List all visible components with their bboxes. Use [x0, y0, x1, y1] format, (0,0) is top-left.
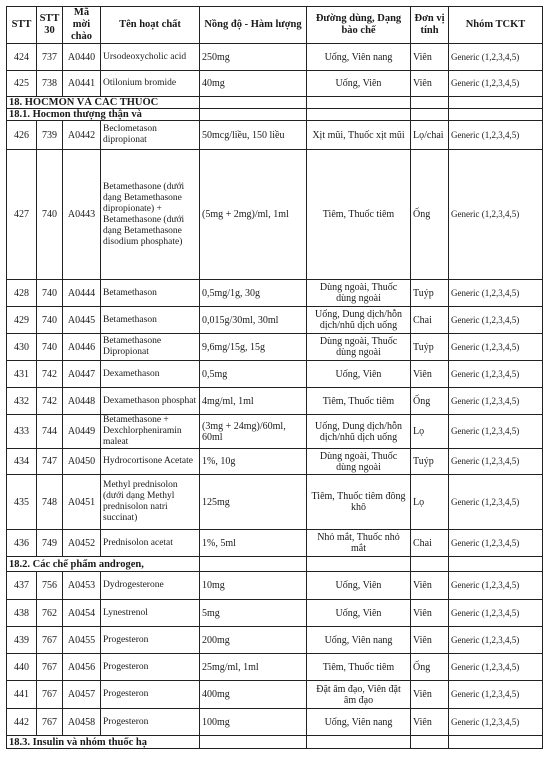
empty-cell — [411, 557, 449, 572]
group-cell: Generic (1,2,3,4,5) — [449, 600, 543, 627]
table-row — [7, 709, 543, 736]
code-cell: A0455 — [63, 627, 101, 654]
code-cell: A0443 — [63, 150, 101, 280]
empty-cell — [307, 557, 411, 572]
empty-cell — [449, 109, 543, 121]
header-name: Tên hoạt chất — [101, 7, 200, 44]
section-title: 18. HOCMON VÀ CÁC THUỐC — [7, 97, 200, 109]
route-cell: Uống, Viên — [307, 71, 411, 97]
unit-cell: Viên — [411, 681, 449, 709]
group-cell: Generic (1,2,3,4,5) — [449, 530, 543, 557]
drug-name-cell: Lynestrenol — [101, 600, 200, 627]
table-row — [7, 361, 543, 388]
stt-cell: 441 — [7, 681, 37, 709]
group-cell: Generic (1,2,3,4,5) — [449, 388, 543, 415]
group-cell: Generic (1,2,3,4,5) — [449, 121, 543, 150]
drug-name-cell: Dydrogesterone — [101, 572, 200, 600]
table-row — [7, 449, 543, 475]
table-header-row — [7, 7, 543, 44]
empty-cell — [307, 97, 411, 109]
drug-name-cell: Progesteron — [101, 627, 200, 654]
group-cell: Generic (1,2,3,4,5) — [449, 361, 543, 388]
table-row — [7, 150, 543, 280]
section-title: 18.2. Các chế phẩm androgen, — [7, 557, 200, 572]
strength-cell: 200mg — [200, 627, 307, 654]
drug-name-cell: Betamethason — [101, 307, 200, 334]
route-cell: Uống, Viên — [307, 361, 411, 388]
stt30-cell: 740 — [37, 150, 63, 280]
code-cell: A0453 — [63, 572, 101, 600]
drug-name-cell: Progesteron — [101, 681, 200, 709]
unit-cell: Chai — [411, 530, 449, 557]
drug-name-cell: Betamethason — [101, 280, 200, 307]
stt-cell: 435 — [7, 475, 37, 530]
strength-cell: 250mg — [200, 44, 307, 71]
section-title: 18.1. Hocmon thượng thận và — [7, 109, 200, 121]
group-cell: Generic (1,2,3,4,5) — [449, 654, 543, 681]
stt-cell: 437 — [7, 572, 37, 600]
strength-cell: (3mg + 24mg)/60ml, 60ml — [200, 415, 307, 449]
section-row — [7, 736, 543, 749]
code-cell: A0457 — [63, 681, 101, 709]
table-row — [7, 627, 543, 654]
stt30-cell: 742 — [37, 388, 63, 415]
group-cell: Generic (1,2,3,4,5) — [449, 449, 543, 475]
group-cell: Generic (1,2,3,4,5) — [449, 307, 543, 334]
route-cell: Uống, Viên nang — [307, 44, 411, 71]
strength-cell: 40mg — [200, 71, 307, 97]
route-cell: Tiêm, Thuốc tiêm — [307, 388, 411, 415]
header-stt: STT — [7, 7, 37, 44]
strength-cell: 125mg — [200, 475, 307, 530]
stt30-cell: 767 — [37, 627, 63, 654]
drug-name-cell: Ursodeoxycholic acid — [101, 44, 200, 71]
stt-cell: 428 — [7, 280, 37, 307]
table-row — [7, 415, 543, 449]
section-row — [7, 97, 543, 109]
stt-cell: 424 — [7, 44, 37, 71]
code-cell: A0449 — [63, 415, 101, 449]
section-title: 18.3. Insulin và nhóm thuốc hạ — [7, 736, 200, 749]
group-cell: Generic (1,2,3,4,5) — [449, 415, 543, 449]
stt30-cell: 767 — [37, 709, 63, 736]
empty-cell — [449, 736, 543, 749]
table-body — [7, 44, 543, 749]
stt-cell: 434 — [7, 449, 37, 475]
stt30-cell: 740 — [37, 307, 63, 334]
table-row — [7, 475, 543, 530]
table-row — [7, 600, 543, 627]
table-row — [7, 388, 543, 415]
strength-cell: 4mg/ml, 1ml — [200, 388, 307, 415]
stt-cell: 442 — [7, 709, 37, 736]
group-cell: Generic (1,2,3,4,5) — [449, 71, 543, 97]
strength-cell: 1%, 5ml — [200, 530, 307, 557]
route-cell: Uống, Dung dịch/hỗn dịch/nhũ dịch uống — [307, 307, 411, 334]
code-cell: A0444 — [63, 280, 101, 307]
strength-cell: 5mg — [200, 600, 307, 627]
empty-cell — [307, 736, 411, 749]
table-row — [7, 44, 543, 71]
unit-cell: Viên — [411, 709, 449, 736]
empty-cell — [200, 97, 307, 109]
stt-cell: 426 — [7, 121, 37, 150]
stt-cell: 431 — [7, 361, 37, 388]
empty-cell — [449, 557, 543, 572]
code-cell: A0454 — [63, 600, 101, 627]
drug-name-cell: Hydrocortisone Acetate — [101, 449, 200, 475]
group-cell: Generic (1,2,3,4,5) — [449, 280, 543, 307]
drug-name-cell: Prednisolon acetat — [101, 530, 200, 557]
empty-cell — [411, 109, 449, 121]
drug-name-cell: Dexamethason phosphat — [101, 388, 200, 415]
header-stt30: STT 30 — [37, 7, 63, 44]
stt-cell: 438 — [7, 600, 37, 627]
code-cell: A0456 — [63, 654, 101, 681]
strength-cell: 0,5mg — [200, 361, 307, 388]
strength-cell: 100mg — [200, 709, 307, 736]
unit-cell: Viên — [411, 44, 449, 71]
stt30-cell: 740 — [37, 280, 63, 307]
unit-cell: Lọ — [411, 475, 449, 530]
code-cell: A0448 — [63, 388, 101, 415]
header-code: Mã mời chào — [63, 7, 101, 44]
route-cell: Xịt mũi, Thuốc xịt mũi — [307, 121, 411, 150]
unit-cell: Tuýp — [411, 334, 449, 361]
route-cell: Uống, Viên nang — [307, 627, 411, 654]
code-cell: A0441 — [63, 71, 101, 97]
header-unit: Đơn vị tính — [411, 7, 449, 44]
header-strength: Nồng độ - Hàm lượng — [200, 7, 307, 44]
unit-cell: Ống — [411, 388, 449, 415]
unit-cell: Viên — [411, 572, 449, 600]
strength-cell: (5mg + 2mg)/ml, 1ml — [200, 150, 307, 280]
drug-name-cell: Betamethasone Dipropionat — [101, 334, 200, 361]
unit-cell: Viên — [411, 600, 449, 627]
stt30-cell: 747 — [37, 449, 63, 475]
stt30-cell: 744 — [37, 415, 63, 449]
stt-cell: 432 — [7, 388, 37, 415]
stt-cell: 430 — [7, 334, 37, 361]
stt-cell: 429 — [7, 307, 37, 334]
empty-cell — [200, 736, 307, 749]
table-row — [7, 334, 543, 361]
table-row — [7, 654, 543, 681]
table-row — [7, 307, 543, 334]
group-cell: Generic (1,2,3,4,5) — [449, 334, 543, 361]
route-cell: Dùng ngoài, Thuốc dùng ngoài — [307, 280, 411, 307]
drug-list-table — [6, 6, 543, 749]
drug-name-cell: Progesteron — [101, 654, 200, 681]
stt30-cell: 749 — [37, 530, 63, 557]
drug-name-cell: Dexamethason — [101, 361, 200, 388]
strength-cell: 400mg — [200, 681, 307, 709]
drug-name-cell: Beclometason dipropionat — [101, 121, 200, 150]
stt30-cell: 738 — [37, 71, 63, 97]
route-cell: Tiêm, Thuốc tiêm — [307, 654, 411, 681]
stt30-cell: 737 — [37, 44, 63, 71]
table-row — [7, 681, 543, 709]
stt30-cell: 748 — [37, 475, 63, 530]
strength-cell: 50mcg/liều, 150 liều — [200, 121, 307, 150]
code-cell: A0442 — [63, 121, 101, 150]
table-row — [7, 572, 543, 600]
header-group: Nhóm TCKT — [449, 7, 543, 44]
code-cell: A0451 — [63, 475, 101, 530]
unit-cell: Chai — [411, 307, 449, 334]
drug-name-cell: Otilonium bromide — [101, 71, 200, 97]
stt-cell: 425 — [7, 71, 37, 97]
header-route: Đường dùng, Dạng bào chế — [307, 7, 411, 44]
route-cell: Tiêm, Thuốc tiêm — [307, 150, 411, 280]
stt30-cell: 756 — [37, 572, 63, 600]
table-row — [7, 280, 543, 307]
drug-name-cell: Betamethasone + Dexchlorpheniramin maleat — [101, 415, 200, 449]
empty-cell — [307, 109, 411, 121]
empty-cell — [449, 97, 543, 109]
stt-cell: 433 — [7, 415, 37, 449]
route-cell: Dùng ngoài, Thuốc dùng ngoài — [307, 334, 411, 361]
stt-cell: 439 — [7, 627, 37, 654]
empty-cell — [200, 557, 307, 572]
strength-cell: 10mg — [200, 572, 307, 600]
route-cell: Uống, Dung dịch/hỗn dịch/nhũ dịch uống — [307, 415, 411, 449]
stt30-cell: 739 — [37, 121, 63, 150]
code-cell: A0450 — [63, 449, 101, 475]
route-cell: Dùng ngoài, Thuốc dùng ngoài — [307, 449, 411, 475]
unit-cell: Viên — [411, 627, 449, 654]
unit-cell: Viên — [411, 361, 449, 388]
unit-cell: Lọ — [411, 415, 449, 449]
group-cell: Generic (1,2,3,4,5) — [449, 44, 543, 71]
drug-name-cell: Methyl prednisolon (dưới dạng Methyl prednisolon natri succinat) — [101, 475, 200, 530]
code-cell: A0446 — [63, 334, 101, 361]
route-cell: Tiêm, Thuốc tiêm đông khô — [307, 475, 411, 530]
unit-cell: Tuýp — [411, 280, 449, 307]
stt-cell: 427 — [7, 150, 37, 280]
table-row — [7, 530, 543, 557]
code-cell: A0458 — [63, 709, 101, 736]
unit-cell: Ống — [411, 150, 449, 280]
stt30-cell: 740 — [37, 334, 63, 361]
group-cell: Generic (1,2,3,4,5) — [449, 475, 543, 530]
code-cell: A0440 — [63, 44, 101, 71]
group-cell: Generic (1,2,3,4,5) — [449, 709, 543, 736]
stt30-cell: 762 — [37, 600, 63, 627]
code-cell: A0445 — [63, 307, 101, 334]
stt30-cell: 767 — [37, 681, 63, 709]
empty-cell — [411, 736, 449, 749]
empty-cell — [200, 109, 307, 121]
route-cell: Nhỏ mắt, Thuốc nhỏ mắt — [307, 530, 411, 557]
route-cell: Uống, Viên — [307, 600, 411, 627]
unit-cell: Lọ/chai — [411, 121, 449, 150]
unit-cell: Tuýp — [411, 449, 449, 475]
stt-cell: 440 — [7, 654, 37, 681]
unit-cell: Viên — [411, 71, 449, 97]
table-row — [7, 121, 543, 150]
strength-cell: 0,015g/30ml, 30ml — [200, 307, 307, 334]
stt30-cell: 767 — [37, 654, 63, 681]
strength-cell: 0,5mg/1g, 30g — [200, 280, 307, 307]
drug-name-cell: Betamethasone (dưới dạng Betamethasone dipropionate) + Betamethasone (dưới dạng Betamethasone disodium phosphate) — [101, 150, 200, 280]
section-row — [7, 109, 543, 121]
route-cell: Đặt âm đạo, Viên đặt âm đạo — [307, 681, 411, 709]
code-cell: A0447 — [63, 361, 101, 388]
strength-cell: 1%, 10g — [200, 449, 307, 475]
stt30-cell: 742 — [37, 361, 63, 388]
drug-name-cell: Progesteron — [101, 709, 200, 736]
route-cell: Uống, Viên nang — [307, 709, 411, 736]
empty-cell — [411, 97, 449, 109]
unit-cell: Ống — [411, 654, 449, 681]
group-cell: Generic (1,2,3,4,5) — [449, 572, 543, 600]
code-cell: A0452 — [63, 530, 101, 557]
table-row — [7, 71, 543, 97]
stt-cell: 436 — [7, 530, 37, 557]
group-cell: Generic (1,2,3,4,5) — [449, 627, 543, 654]
section-row — [7, 557, 543, 572]
strength-cell: 9,6mg/15g, 15g — [200, 334, 307, 361]
route-cell: Uống, Viên — [307, 572, 411, 600]
strength-cell: 25mg/ml, 1ml — [200, 654, 307, 681]
group-cell: Generic (1,2,3,4,5) — [449, 681, 543, 709]
group-cell: Generic (1,2,3,4,5) — [449, 150, 543, 280]
